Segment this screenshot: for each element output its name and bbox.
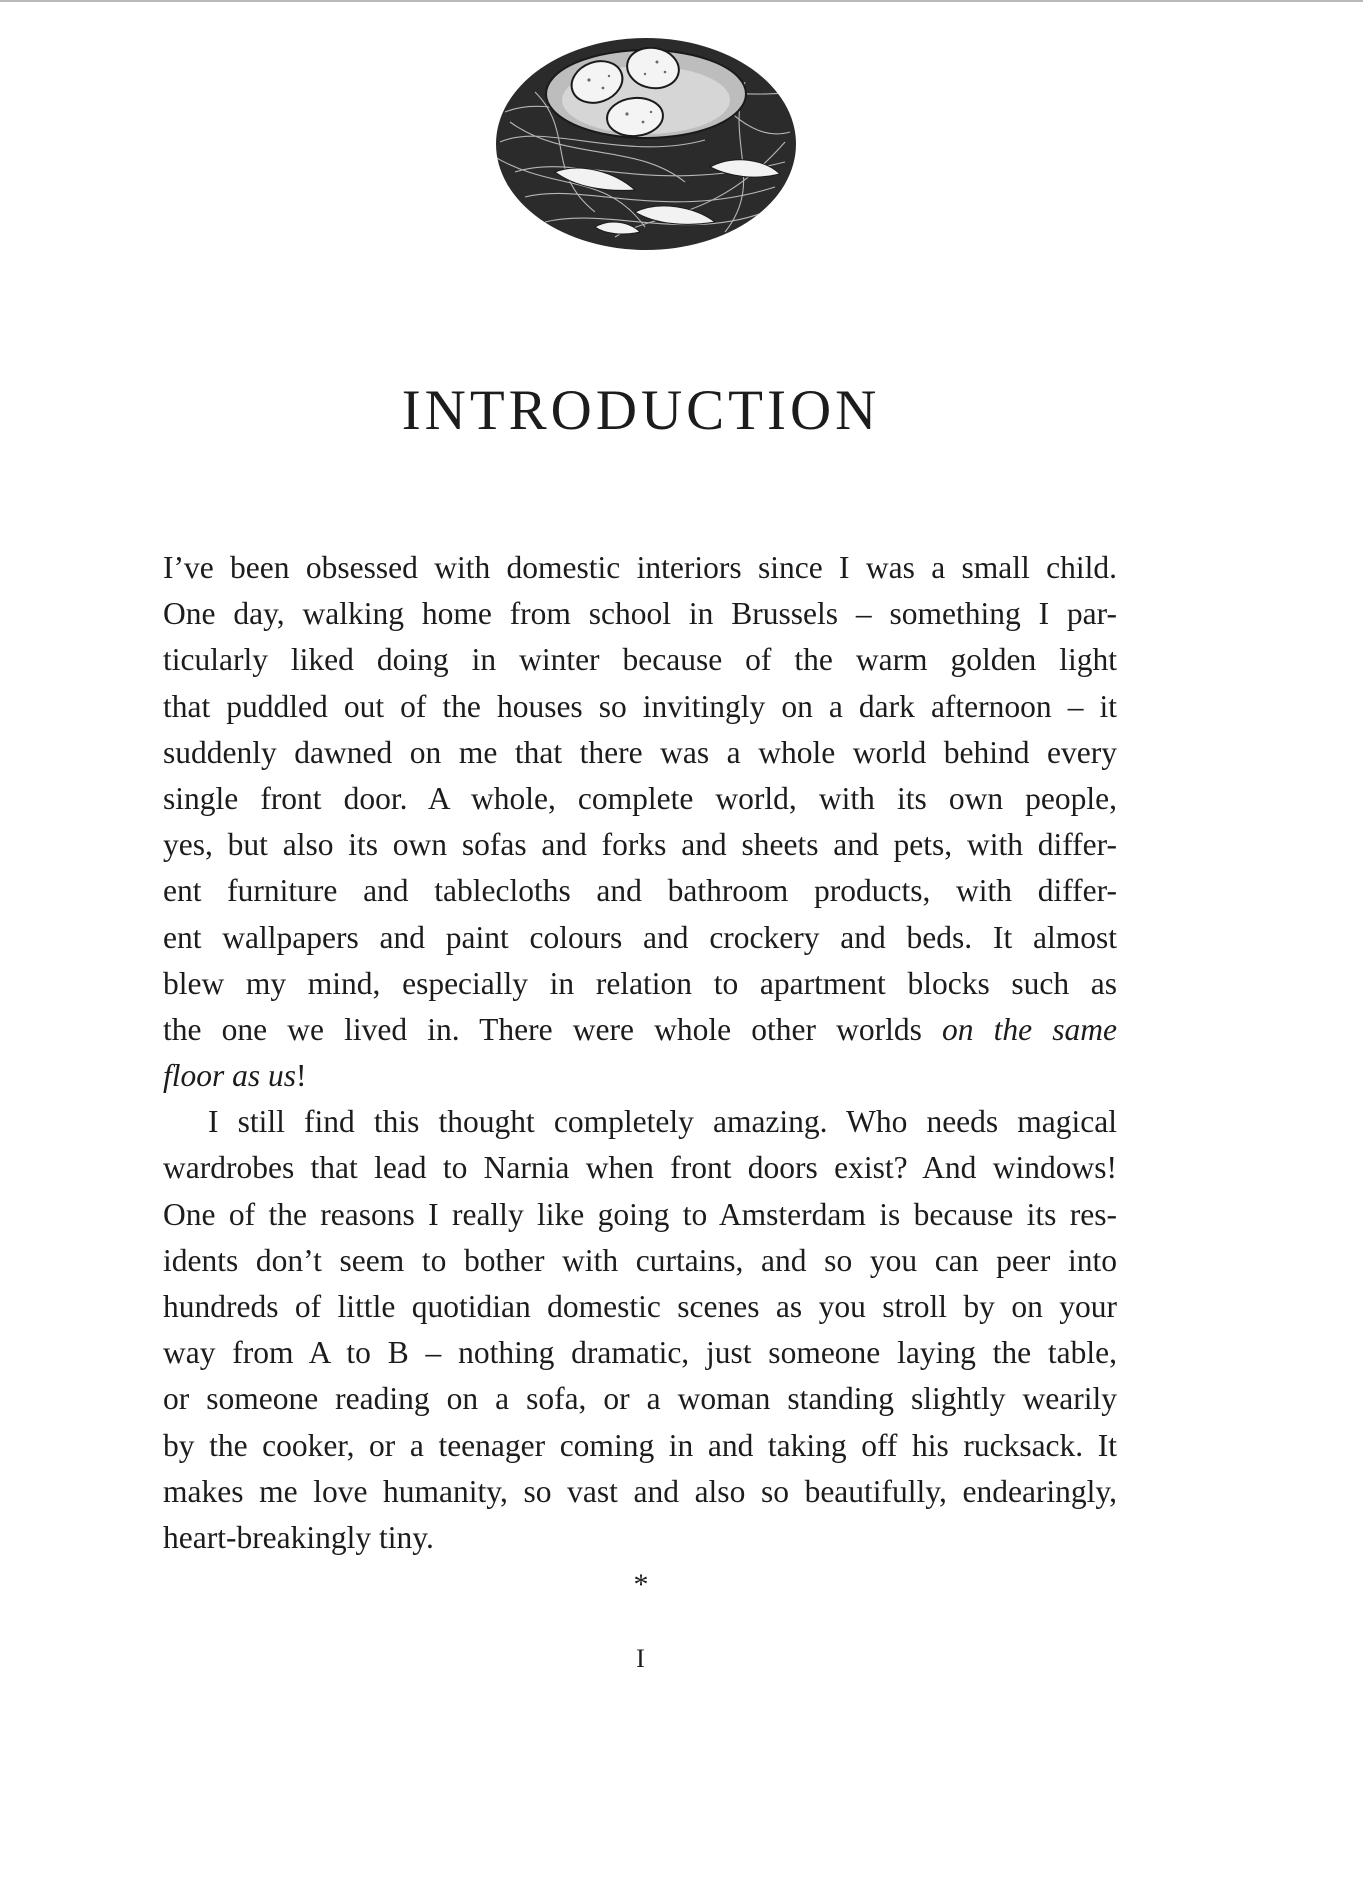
page-number: I bbox=[636, 1644, 646, 1673]
italic-segment: on the same bbox=[941, 1011, 1117, 1047]
text-line: I’ve been obsessed with domestic interiors since I was a small child. bbox=[163, 550, 1117, 585]
body-text bbox=[163, 545, 1117, 1561]
text-line: One of the reasons I really like going to Amsterdam is because its res- bbox=[163, 1196, 1117, 1232]
text-line bbox=[163, 1007, 1117, 1053]
section-break: * bbox=[633, 1568, 649, 1601]
text-line: or someone reading on a sofa, or a woman standing slightly wearily bbox=[163, 1381, 1117, 1417]
text-line: suddenly dawned on me that there was a whole world behind every bbox=[163, 734, 1117, 770]
text-line: that puddled out of the houses so invitingly on a dark afternoon – it bbox=[163, 688, 1117, 724]
text-segment: the one we lived in. There were whole other worlds bbox=[163, 1011, 922, 1047]
text-line: One day, walking home from school in Brussels – something I par- bbox=[163, 596, 1117, 632]
text-line: idents don’t seem to bother with curtains, and so you can peer into bbox=[163, 1242, 1117, 1278]
text-segment: ! bbox=[296, 1058, 307, 1094]
text-line: makes me love humanity, so vast and also so beautifully, endearingly, bbox=[163, 1473, 1117, 1509]
italic-segment: floor as us bbox=[163, 1058, 297, 1094]
text-line: blew my mind, especially in relation to apartment blocks such as bbox=[163, 965, 1117, 1001]
text-line bbox=[163, 1053, 1117, 1099]
text-line: by the cooker, or a teenager coming in and taking off his rucksack. It bbox=[163, 1427, 1117, 1463]
text-line: heart-breakingly tiny. bbox=[163, 1519, 434, 1555]
text-line: way from A to B – nothing dramatic, just someone laying the table, bbox=[163, 1335, 1117, 1371]
text-line: ent furniture and tablecloths and bathroom products, with differ- bbox=[163, 873, 1117, 909]
text-line: wardrobes that lead to Narnia when front doors exist? And windows! bbox=[163, 1150, 1117, 1186]
text-line: I still find this thought completely amazing. Who needs magical bbox=[208, 1104, 1117, 1140]
chapter-title: INTRODUCTION bbox=[401, 379, 881, 442]
top-rule bbox=[0, 0, 1363, 2]
text-line: hundreds of little quotidian domestic scenes as you stroll by on your bbox=[163, 1289, 1117, 1324]
bird-nest-illustration bbox=[485, 22, 807, 264]
text-line: yes, but also its own sofas and forks and sheets and pets, with differ- bbox=[163, 827, 1117, 863]
text-line: ticularly liked doing in winter because of the warm golden light bbox=[163, 642, 1117, 678]
text-line: ent wallpapers and paint colours and crockery and beds. It almost bbox=[163, 919, 1117, 955]
text-line: single front door. A whole, complete world, with its own people, bbox=[163, 780, 1117, 816]
